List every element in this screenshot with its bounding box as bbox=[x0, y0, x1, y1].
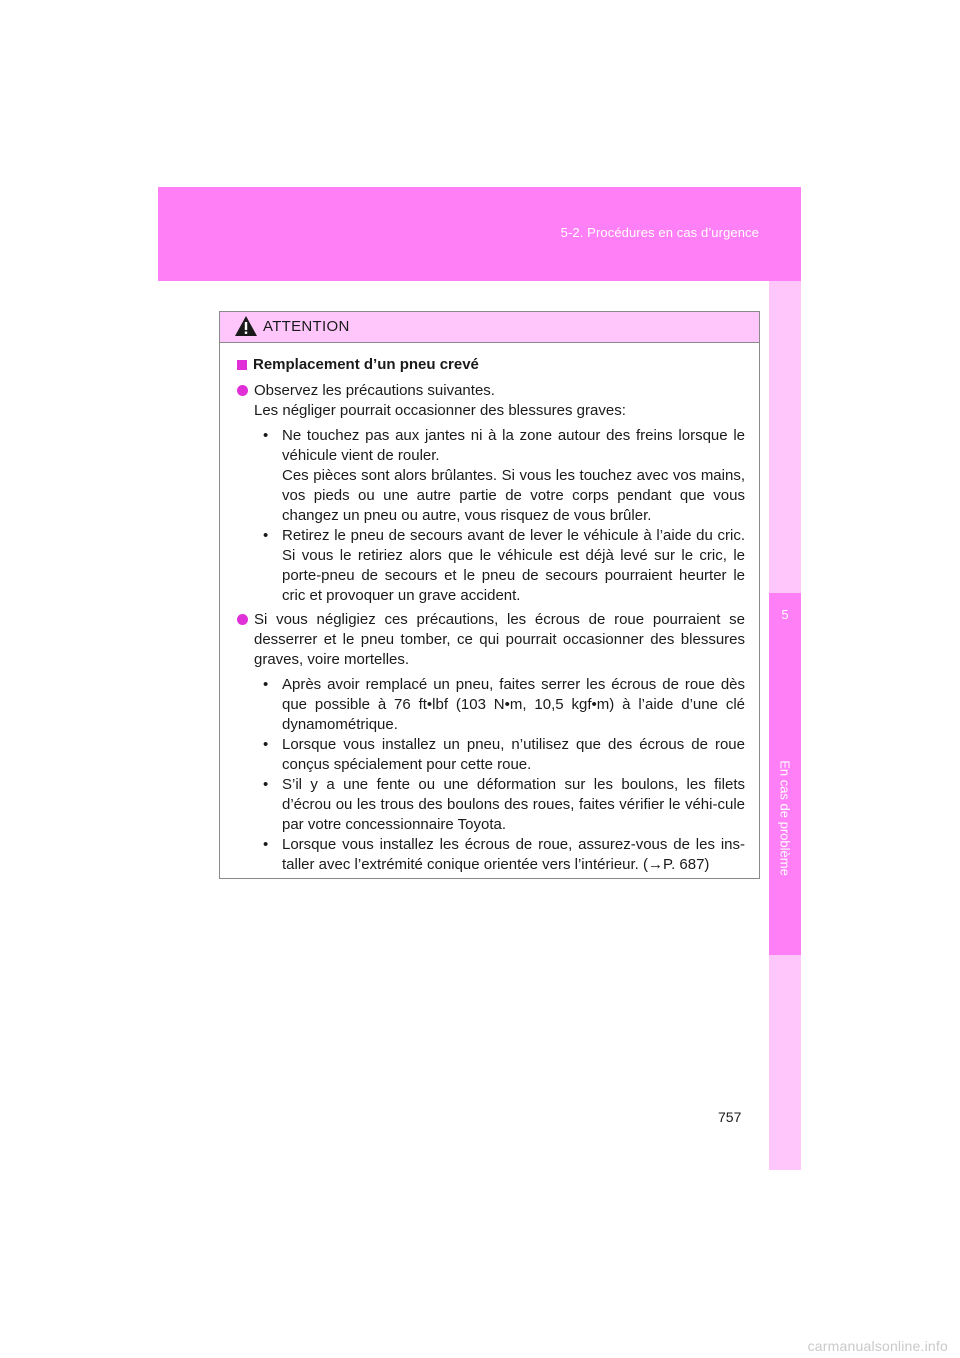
dot-bullet-icon: • bbox=[263, 676, 269, 693]
item-text: Si vous négligiez ces précautions, les écrous de roue pourraient se desserrer et le pneu tomber, ce qui pourrait occasionner des blessures graves, voire mortelles. bbox=[254, 611, 745, 668]
list-item-text: Après avoir remplacé un pneu, faites serrer les écrous de roue dès que possible à 76 ft•lbf (103 N•m, 10,5 kgf•m) à l’aide d’une clé dynamométrique. bbox=[282, 676, 745, 733]
list-item bbox=[254, 426, 745, 526]
list-item-text: S’il y a une fente ou une déformation sur les boulons, les filets d’écrou ou les trous des boulons des roues, faites vérifier le véhi-cule par votre concessionnaire Toyota. bbox=[282, 776, 745, 833]
watermark: carmanualsonline.info bbox=[807, 1338, 948, 1354]
list-item-text: Ne touchez pas aux jantes ni à la zone autour des freins lorsque le véhicule vient de rouler. bbox=[282, 427, 745, 464]
warning-box bbox=[219, 311, 760, 879]
section-header-title: 5-2. Procédures en cas d’urgence bbox=[560, 225, 759, 240]
dot-bullet-icon: • bbox=[263, 776, 269, 793]
chapter-label: En cas de problème bbox=[777, 760, 793, 876]
circle-bullet-icon bbox=[237, 614, 248, 625]
square-bullet-icon bbox=[237, 360, 247, 370]
sub-list bbox=[254, 426, 745, 606]
list-item-text: Lorsque vous installez un pneu, n’utilisez que des écrous de roue conçus spécialement pour cette roue. bbox=[282, 736, 745, 773]
list-item bbox=[254, 526, 745, 606]
dot-bullet-icon: • bbox=[263, 527, 269, 544]
list-item-text: Retirez le pneu de secours avant de lever le véhicule à l’aide du cric. Si vous le retiriez alors que le véhicule est déjà levé sur le cric, le porte-pneu de secours et le pneu de secours pourraient heurter le cric et provoquer un grave accident. bbox=[282, 527, 745, 604]
list-item-text: Ces pièces sont alors brûlantes. Si vous les touchez avec vos mains, vos pieds ou une autre partie de votre corps pendant que vous changez un pneu ou autre, vous risquez de vous brûler. bbox=[282, 467, 745, 524]
item-text: Les négliger pourrait occasionner des blessures graves: bbox=[254, 402, 626, 419]
section-heading bbox=[237, 355, 745, 375]
list-item bbox=[254, 675, 745, 735]
dot-bullet-icon: • bbox=[263, 736, 269, 753]
section-heading-text: Remplacement d’un pneu crevé bbox=[253, 356, 479, 373]
precaution-item bbox=[237, 381, 745, 606]
list-item bbox=[254, 835, 745, 875]
list-item bbox=[254, 775, 745, 835]
warning-header bbox=[220, 312, 759, 343]
list-item bbox=[254, 735, 745, 775]
sub-list bbox=[254, 675, 745, 875]
warning-triangle-icon bbox=[234, 315, 258, 337]
item-text: Observez les précautions suivantes. bbox=[254, 382, 495, 399]
header-band bbox=[158, 187, 801, 281]
precaution-item bbox=[237, 610, 745, 875]
chapter-tab bbox=[769, 593, 801, 955]
warning-body bbox=[220, 343, 759, 875]
circle-bullet-icon bbox=[237, 385, 248, 396]
dot-bullet-icon: • bbox=[263, 836, 269, 853]
page-number: 757 bbox=[718, 1109, 742, 1125]
list-item-text: Lorsque vous installez les écrous de roue, assurez-vous de les ins-taller avec l’extrémité conique orientée vers l’intérieur. (→P. 687) bbox=[282, 836, 745, 873]
chapter-number: 5 bbox=[781, 607, 789, 622]
warning-label: ATTENTION bbox=[263, 318, 350, 335]
dot-bullet-icon: • bbox=[263, 427, 269, 444]
